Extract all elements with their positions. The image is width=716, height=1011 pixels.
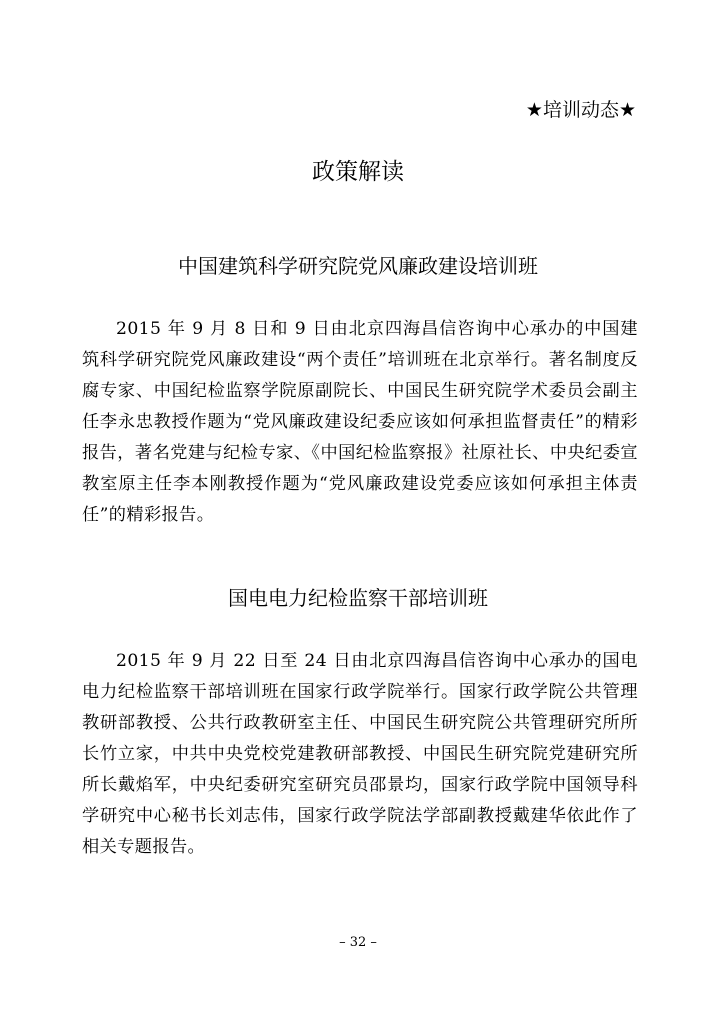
article-body-guodian: 2015 年 9 月 22 日至 24 日由北京四海昌信咨询中心承办的国电电力纪检监察干部培训班在国家行政学院举行。国家行政学院公共管理教研部教授、公共行政教研室主任、中国民生研究院公共管理研究所所长竹立家，中共中央党校党建教研部教授、中国民生研究院党建研究所所长戴焰军，中央纪委研究室研究员邵景均，国家行政学院中国领导科学研究中心秘书长刘志伟，国家行政学院法学部副教授戴建华依此作了相关专题报告。 (82, 651, 638, 857)
page-number: – 32 – (339, 935, 377, 950)
section-tag: ★培训动态★ (525, 99, 636, 121)
article-title-guodian: 国电电力纪检监察干部培训班 (228, 586, 488, 610)
article-body-jianzhu: 2015 年 9 月 8 日和 9 日由北京四海昌信咨询中心承办的中国建筑科学研究院党风廉政建设“两个责任”培训班在北京举行。著名制度反腐专家、中国纪检监察学院原副院长、中国民生研究院学术委员会副主任李永忠教授作题为“党风廉政建设纪委应该如何承担监督责任”的精彩报告，著名党建与纪检专家、《中国纪检监察报》社原社长、中央纪委宣教室原主任李本刚教授作题为“党风廉政建设党委应该如何承担主体责任”的精彩报告。 (82, 319, 638, 525)
article-title-jianzhu: 中国建筑科学研究院党风廉政建设培训班 (178, 254, 538, 278)
page-title: 政策解读 (312, 159, 404, 185)
